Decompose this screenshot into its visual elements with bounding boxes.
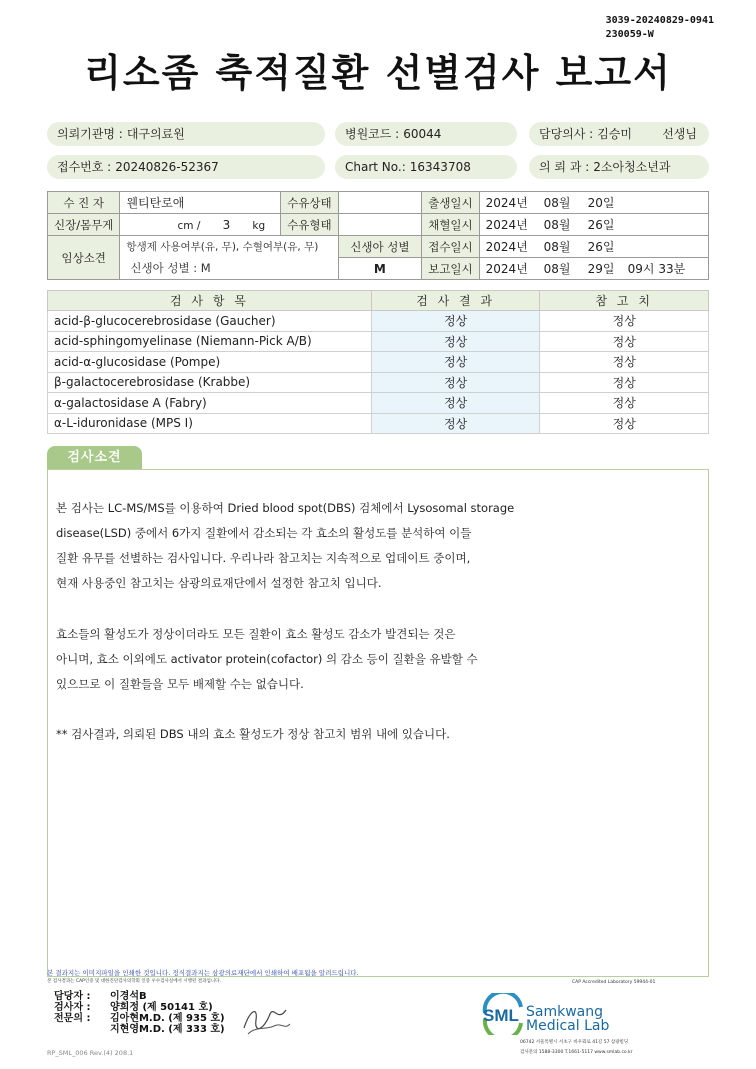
staff-row <box>54 991 225 1002</box>
collect-year: 2024년 <box>485 218 528 232</box>
staff-row <box>54 1013 225 1024</box>
logo-line2: Medical Lab <box>526 1018 610 1034</box>
doctor-label: 담당의사 : <box>539 127 594 141</box>
cap-accreditation: CAP Accredited Laboratory 59944-01 <box>572 980 656 985</box>
staff-row <box>54 1024 225 1035</box>
logo-wordmark <box>526 1005 609 1033</box>
results-header-row <box>48 291 709 311</box>
hospital-code-value: 60044 <box>403 127 442 141</box>
feeding-status-value <box>338 192 422 214</box>
test-reference: 정상 <box>540 393 709 414</box>
staff-role: 담당자 : <box>54 991 91 1002</box>
received-date-value <box>479 236 708 258</box>
hospital-code-label: 병원코드 : <box>345 127 400 141</box>
table-row <box>48 372 709 393</box>
test-result: 정상 <box>371 393 540 414</box>
clinical-line2: 신생아 성별 : M <box>130 261 211 275</box>
findings-line: disease(LSD) 중에서 6가지 질환에서 감소되는 각 효소의 활성도를 분석하여 이들 <box>56 526 472 540</box>
table-row <box>48 352 709 373</box>
findings-line: 질환 유무를 선별하는 검사입니다. 우리나라 참고치는 지속적으로 업데이트 중이며, <box>56 551 471 565</box>
column-header-result: 검 사 결 과 <box>371 291 540 311</box>
test-item: acid-α-glucosidase (Pompe) <box>48 352 372 373</box>
clinical-findings <box>120 236 338 280</box>
institution-field <box>47 122 325 146</box>
document-id-line2: 230059-W <box>605 29 654 40</box>
lab-address <box>520 1038 633 1058</box>
newborn-sex-value: M <box>338 258 422 280</box>
logo-line1: Samkwang <box>526 1004 603 1020</box>
column-header-item: 검 사 항 목 <box>48 291 372 311</box>
report-day: 29일 <box>587 262 615 276</box>
signature-image <box>240 1000 292 1038</box>
patient-info-table <box>47 191 709 280</box>
birth-year: 2024년 <box>485 196 528 210</box>
staff-list <box>54 991 225 1035</box>
page-title: 리소좀 축적질환 선별검사 보고서 <box>84 51 672 95</box>
document-id <box>606 14 714 42</box>
received-year: 2024년 <box>485 240 528 254</box>
collect-day: 26일 <box>587 218 615 232</box>
doctor-value: 김승미 <box>597 127 633 141</box>
staff-role: 검사자 : <box>54 1002 91 1013</box>
feeding-status-label: 수유상태 <box>281 192 338 214</box>
height-weight-value <box>120 214 281 236</box>
height-weight-label: 신장/몸무게 <box>48 214 120 236</box>
feeding-type-value <box>338 214 422 236</box>
findings-line: 아니며, 효소 이외에도 activator protein(cofactor) 의 감소 등이 질환을 유발할 수 <box>56 652 478 666</box>
report-date-label: 보고일시 <box>422 258 479 280</box>
form-code: RP_SML_006 Rev.(4) 208.1 <box>47 1049 134 1057</box>
weight-value: 3 <box>222 217 231 232</box>
findings-box <box>47 469 709 977</box>
patient-name-value: 웬티탄로애 <box>120 192 281 214</box>
institution-value: 대구의료원 <box>126 127 185 141</box>
findings-line: 있으므로 이 질환들을 모두 배제할 수는 없습니다. <box>56 677 304 691</box>
print-notice: 본 결과지는 이미지파일을 인쇄한 것입니다. 정식결과지는 삼광의료재단에서 인쇄하여 배포됨을 알려드립니다. <box>47 969 359 977</box>
weight-unit: kg <box>252 219 266 232</box>
chart-no-label: Chart No.: <box>345 160 406 174</box>
collect-month: 08월 <box>543 218 571 232</box>
clinical-label: 임상소견 <box>48 236 120 280</box>
test-item: α-L-iduronidase (MPS I) <box>48 413 372 434</box>
findings-line: ** 검사결과, 의뢰된 DBS 내의 효소 활성도가 정상 참고치 범위 내에 있습니다. <box>56 727 450 741</box>
patient-row <box>48 236 709 258</box>
test-result: 정상 <box>371 372 540 393</box>
document-id-line1: 3039-20240829-0941 <box>605 15 714 26</box>
report-date-value <box>479 258 708 280</box>
institution-label: 의뢰기관명 : <box>57 127 123 141</box>
findings-line: 효소들의 활성도가 정상이더라도 모든 질환이 효소 활성도 감소가 발견되는 것은 <box>56 627 456 641</box>
staff-name: 양희정 (제 50141 호) <box>110 1002 213 1013</box>
collection-date-value <box>479 214 708 236</box>
department-value: 2소아청소년과 <box>593 160 671 174</box>
test-result: 정상 <box>371 311 540 332</box>
test-result: 정상 <box>371 331 540 352</box>
column-header-reference: 참 고 치 <box>540 291 709 311</box>
feeding-type-label: 수유형태 <box>281 214 338 236</box>
findings-tab: 검사소견 <box>47 446 142 470</box>
receipt-field <box>47 155 325 179</box>
staff-name: 김아현M.D. (제 935 호) <box>110 1013 225 1024</box>
staff-name: 이경석B <box>110 991 147 1002</box>
newborn-sex-label: 신생아 성별 <box>338 236 422 258</box>
patient-row <box>48 192 709 214</box>
test-reference: 정상 <box>540 372 709 393</box>
test-result: 정상 <box>371 352 540 373</box>
test-reference: 정상 <box>540 413 709 434</box>
address-line2: 검사문의 1588-3300 T.1661-5117 www.smlab.co.kr <box>520 1050 633 1055</box>
hospital-code-field <box>335 122 517 146</box>
report-month: 08월 <box>543 262 571 276</box>
received-month: 08월 <box>543 240 571 254</box>
address-line1: 06742 서울특별시 서초구 바우뫼로 41길 57 삼광빌딩 <box>520 1040 629 1045</box>
certification-note: 본 검사결과는 CAP인증 및 대한진단검사의학회 인증 우수검사실에서 시행된 결과입니다. <box>47 979 221 984</box>
height-unit: cm / <box>177 219 201 232</box>
table-row <box>48 413 709 434</box>
birth-date-value <box>479 192 708 214</box>
test-item: α-galactosidase A (Fabry) <box>48 393 372 414</box>
patient-row <box>48 214 709 236</box>
collection-date-label: 채혈일시 <box>422 214 479 236</box>
birth-date-label: 출생일시 <box>422 192 479 214</box>
test-result: 정상 <box>371 413 540 434</box>
birth-month: 08월 <box>543 196 571 210</box>
receipt-label: 접수번호 : <box>57 160 112 174</box>
staff-name: 지현영M.D. (제 333 호) <box>110 1024 225 1035</box>
staff-role: 전문의 : <box>54 1013 91 1024</box>
table-row <box>48 393 709 414</box>
test-item: β-galactocerebrosidase (Krabbe) <box>48 372 372 393</box>
results-table <box>47 290 709 434</box>
received-date-label: 접수일시 <box>422 236 479 258</box>
doctor-field <box>529 122 709 146</box>
patient-name-label: 수 진 자 <box>48 192 120 214</box>
received-day: 26일 <box>587 240 615 254</box>
chart-no-value: 16343708 <box>409 160 471 174</box>
department-label: 의 뢰 과 : <box>539 160 590 174</box>
staff-row <box>54 1002 225 1013</box>
logo-abbr: SML <box>483 1006 519 1025</box>
chart-no-field <box>335 155 517 179</box>
staff-role <box>54 1024 110 1035</box>
test-reference: 정상 <box>540 311 709 332</box>
findings-line: 본 검사는 LC-MS/MS를 이용하여 Dried blood spot(DBS) 검체에서 Lysosomal storage <box>56 501 515 515</box>
table-row <box>48 331 709 352</box>
clinical-line1: 항생제 사용여부(유, 무), 수혈여부(유, 무) <box>126 241 319 253</box>
receipt-value: 20240826-52367 <box>115 160 219 174</box>
test-reference: 정상 <box>540 352 709 373</box>
doctor-suffix: 선생님 <box>662 127 697 141</box>
test-item: acid-sphingomyelinase (Niemann-Pick A/B) <box>48 331 372 352</box>
findings-line: 현재 사용중인 참고치는 삼광의료재단에서 설정한 참고치 입니다. <box>56 576 382 590</box>
department-field <box>529 155 709 179</box>
report-year: 2024년 <box>485 262 528 276</box>
birth-day: 20일 <box>587 196 615 210</box>
report-time: 09시 33분 <box>627 262 686 276</box>
table-row <box>48 311 709 332</box>
test-item: acid-β-glucocerebrosidase (Gaucher) <box>48 311 372 332</box>
test-reference: 정상 <box>540 331 709 352</box>
